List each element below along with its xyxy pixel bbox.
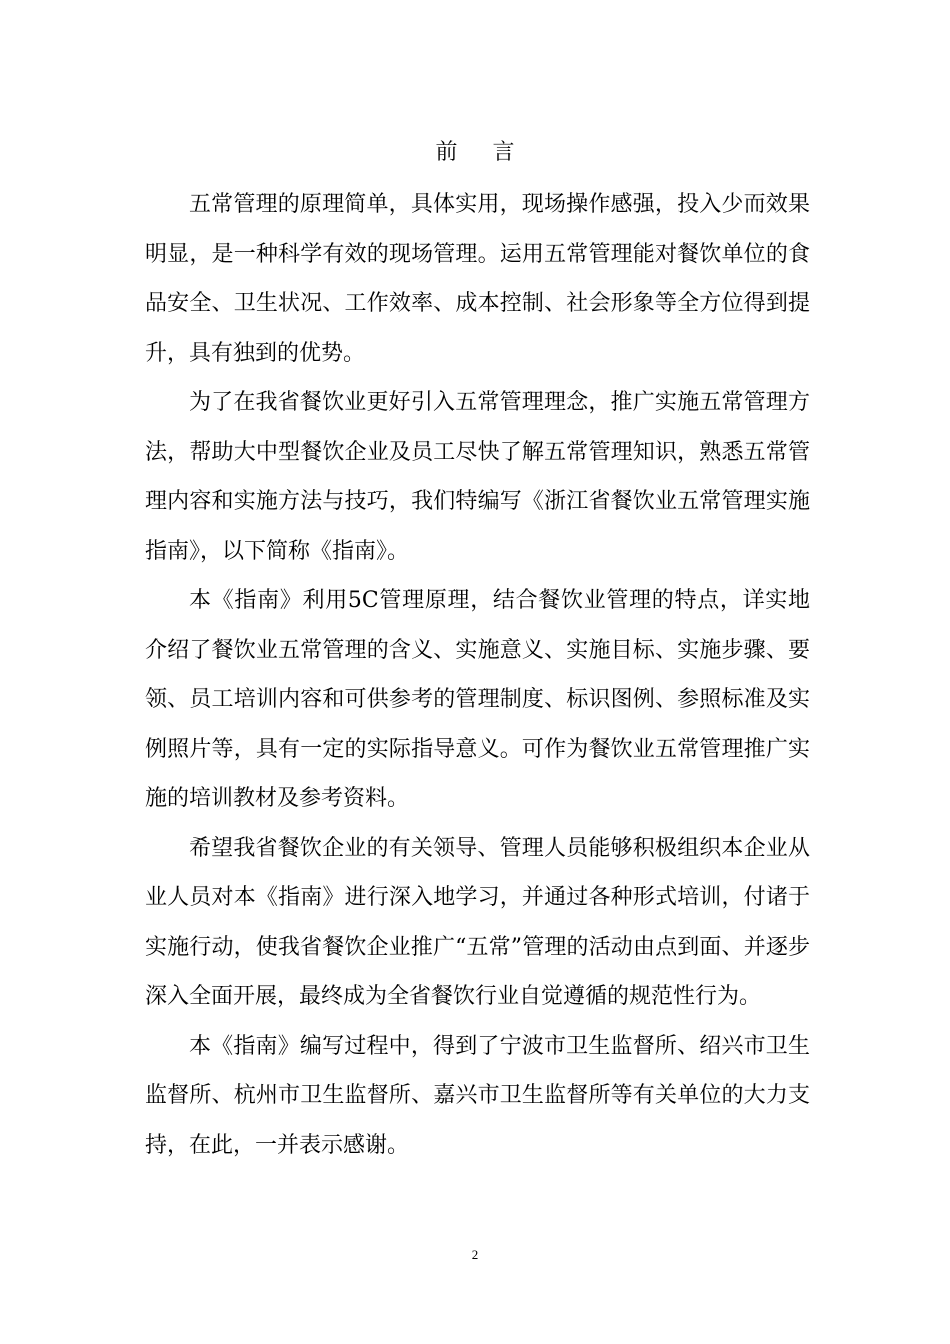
document-body [145, 180, 810, 1170]
page-number: 2 [471, 1247, 479, 1262]
paragraph-content: 本《指南》利用5C管理原理，结合餐饮业管理的特点，详实地介绍了餐饮业五常管理的含义、实施意义、实施目标、实施步骤、要领、员工培训内容和可供参考的管理制度、标识图例、参照标准及实例照片等，具有一定的实际指导意义。可作为餐饮业五常管理推广实施的培训教材及参考资料。 [145, 588, 810, 811]
document-title: 前 言 [435, 140, 529, 165]
paragraph-thanks: 本《指南》编写过程中，得到了宁波市卫生监督所、绍兴市卫生监督所、杭州市卫生监督所、嘉兴市卫生监督所等有关单位的大力支持，在此，一并表示感谢。 [145, 1033, 810, 1158]
paragraph-purpose: 为了在我省餐饮业更好引入五常管理理念，推广实施五常管理方法，帮助大中型餐饮企业及员工尽快了解五常管理知识，熟悉五常管理内容和实施方法与技巧，我们特编写《浙江省餐饮业五常管理实施指南》，以下简称《指南》。 [145, 390, 810, 564]
paragraph-hope: 希望我省餐饮企业的有关领导、管理人员能够积极组织本企业从业人员对本《指南》进行深入地学习，并通过各种形式培训，付诸于实施行动，使我省餐饮企业推广“五常”管理的活动由点到面、并逐步深入全面开展，最终成为全省餐饮行业自觉遵循的规范性行为。 [145, 835, 810, 1009]
paragraph-intro: 五常管理的原理简单，具体实用，现场操作感强，投入少而效果明显，是一种科学有效的现场管理。运用五常管理能对餐饮单位的食品安全、卫生状况、工作效率、成本控制、社会形象等全方位得到提升，具有独到的优势。 [145, 192, 810, 366]
